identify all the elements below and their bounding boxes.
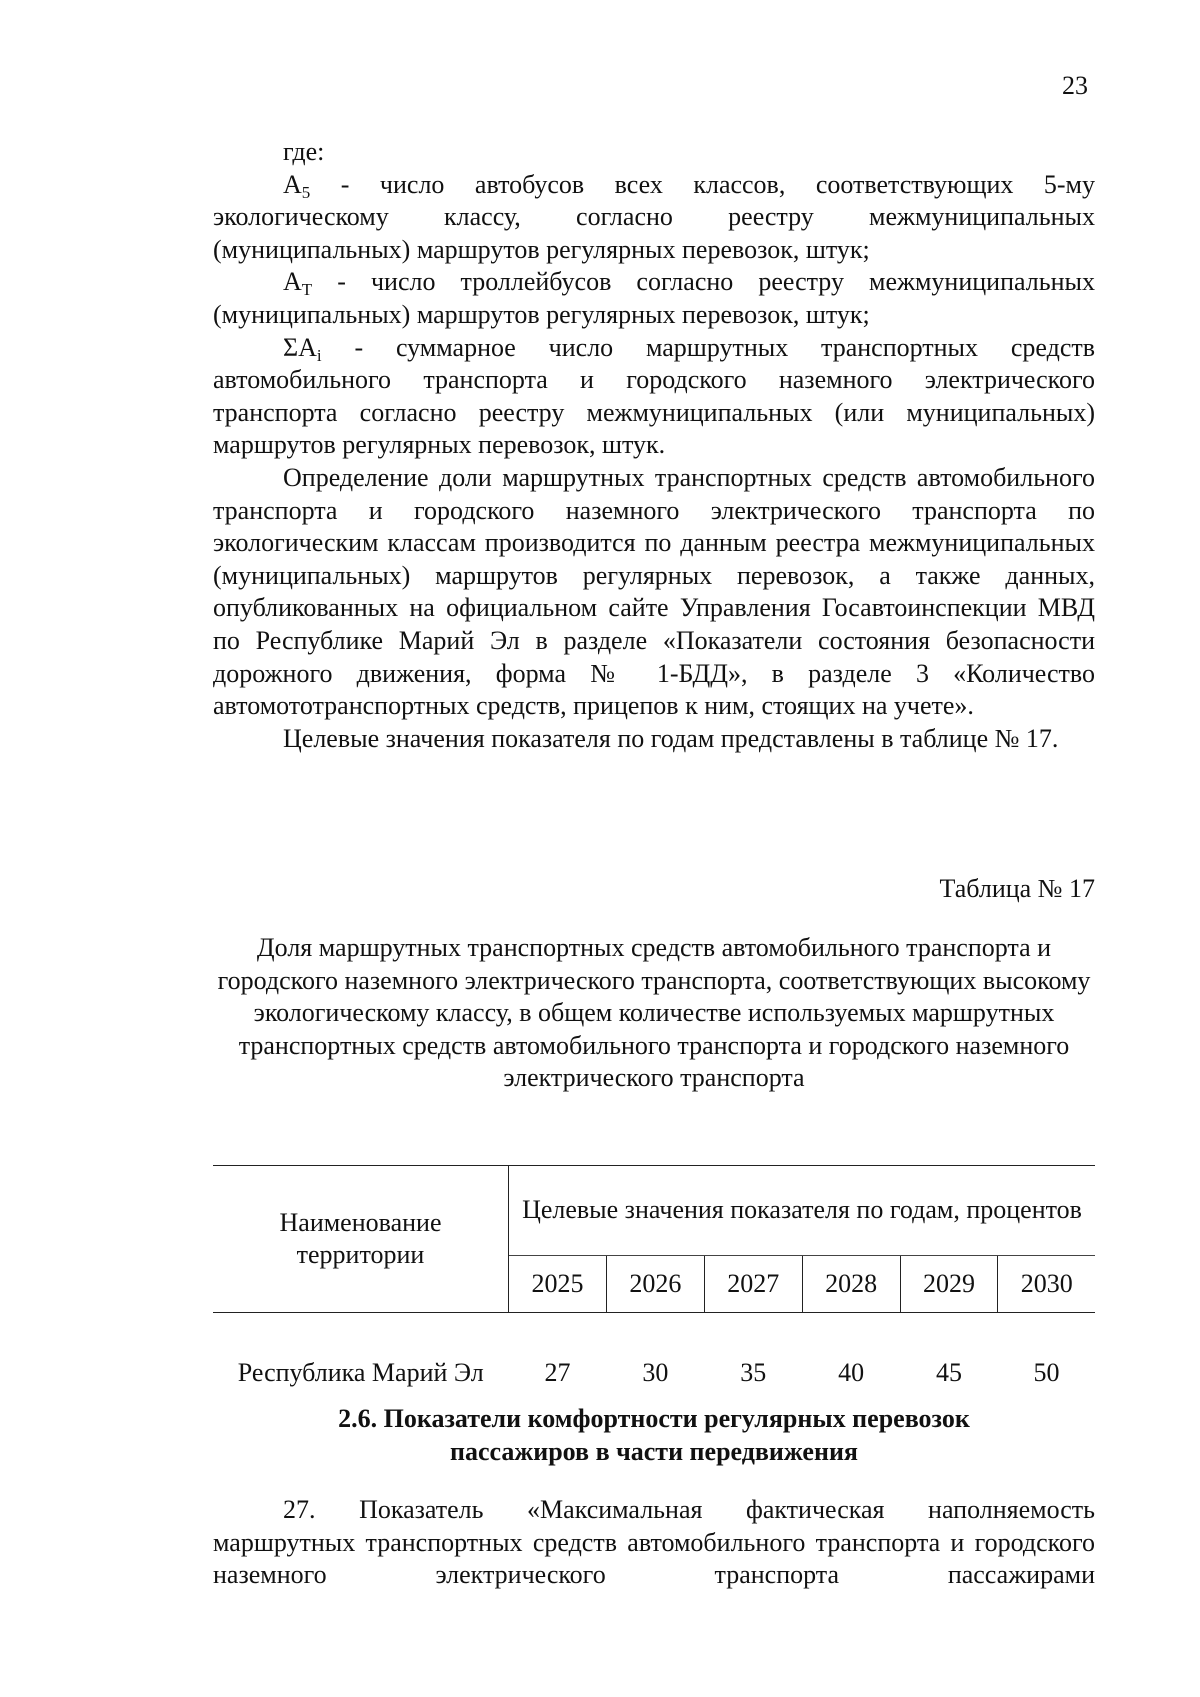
table-label: Таблица № 17 (939, 874, 1095, 903)
indicator-table (213, 1165, 1095, 1423)
definition-sum (213, 332, 1095, 462)
a5-subscript: 5 (301, 182, 311, 202)
year-header: 2025 (509, 1255, 607, 1312)
value-cell: 35 (740, 1358, 767, 1387)
target-values-paragraph: Целевые значения показателя по годам представлены в таблице № 17. (283, 723, 1059, 753)
sum-subscript: i (316, 345, 322, 365)
determination-paragraph: Определение доли маршрутных транспортных средств автомобильного транспорта и городского наземного электрического транспорта по экологическим классам производится по данным реестра межмуниципальных (муниципальных) маршрутов регулярных перевозок, а также данных, опубликованных на официальном сайте Управления Госавтоинспекции МВД по Республике Марий Эл в разделе «Показатели состояния безопасности дорожного движения, форма № 1-БДД», в разделе 3 «Количество автомототранспортных средств, прицепов к ним, стоящих на учете». (213, 462, 1095, 721)
value-cell: 45 (936, 1358, 962, 1387)
definition-a5 (213, 169, 1095, 267)
definitions-block (213, 136, 1095, 755)
table-title: Доля маршрутных транспортных средств автомобильного транспорта и городского наземного электрического транспорта, соответствующих высокому экологическому классу, в общем количестве используемых маршрутных транспортных средств автомобильного транспорта и городского наземного электрического транспорта (217, 933, 1091, 1093)
year-header: 2029 (900, 1255, 998, 1312)
definition-at (213, 266, 1095, 331)
value-cell: 50 (1033, 1358, 1060, 1387)
a5-description: - число автобусов всех классов, соответствующих 5-му экологическому классу, согласно реестру межмуниципальных (муниципальных) маршрутов регулярных перевозок, штук; (213, 169, 1095, 264)
indicator-27-paragraph: 27. Показатель «Максимальная фактическая наполняемость маршрутных транспортных средств автомобильного транспорта и городского наземного электрического транспорта пассажирами (213, 1495, 1095, 1590)
definitions-intro: где: (283, 137, 325, 166)
value-cell: 30 (642, 1358, 669, 1387)
at-description: - число троллейбусов согласно реестру межмуниципальных (муниципальных) маршрутов регулярных перевозок, штук; (213, 267, 1095, 329)
table-header-row (213, 1166, 1095, 1256)
year-header: 2028 (802, 1255, 900, 1312)
year-header: 2030 (998, 1255, 1095, 1312)
year-header: 2027 (704, 1255, 802, 1312)
sum-description: - суммарное число маршрутных транспортных средств автомобильного транспорта и городского наземного электрического транспорта согласно реестру межмуниципальных (или муниципальных) маршрутов регулярных перевозок, штук. (213, 332, 1095, 460)
territory-name-cell: Республика Марий Эл (237, 1358, 484, 1387)
territory-column-header: Наименование территории (213, 1166, 509, 1313)
at-subscript: T (301, 280, 313, 300)
section-heading-line-2: пассажиров в части передвижения (450, 1437, 858, 1466)
sum-symbol: ΣA (283, 332, 317, 362)
section-heading-line-1: 2.6. Показатели комфортности регулярных перевозок (338, 1404, 970, 1433)
bottom-text-block (213, 1494, 1095, 1592)
a5-symbol: A (283, 169, 302, 199)
section-heading (213, 1402, 1095, 1468)
page-number: 23 (1062, 71, 1088, 100)
year-header: 2026 (606, 1255, 704, 1312)
value-cell: 27 (544, 1358, 571, 1387)
target-values-column-header: Целевые значения показателя по годам, процентов (509, 1166, 1096, 1256)
at-symbol: A (283, 267, 302, 297)
value-cell: 40 (838, 1358, 865, 1387)
